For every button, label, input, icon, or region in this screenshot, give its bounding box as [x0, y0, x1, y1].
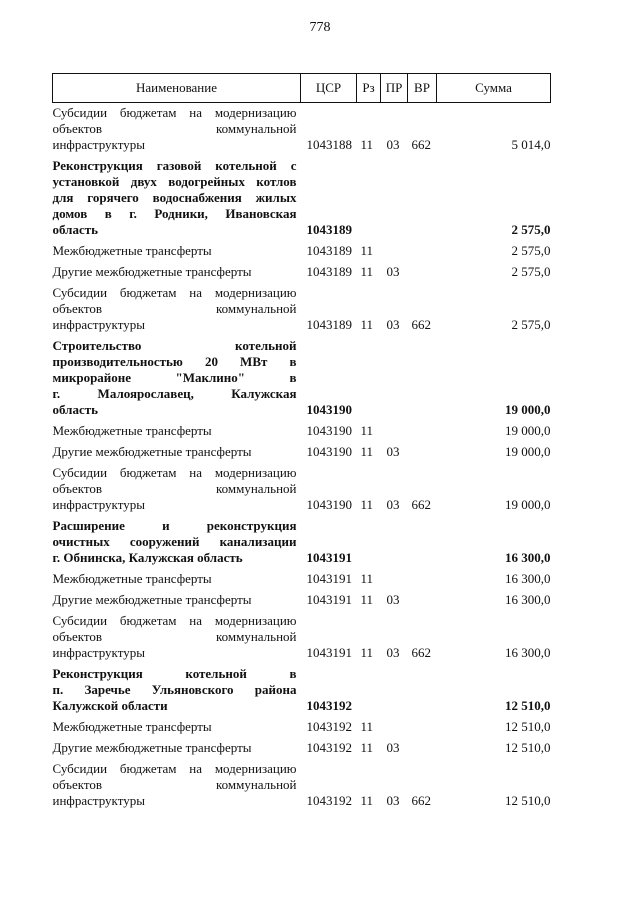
row-sum: 19 000,0 [505, 444, 551, 459]
row-csr: 1043192 [306, 719, 352, 734]
row-pr [381, 333, 408, 418]
row-name-line: объектов коммунальной [52, 629, 297, 644]
row-csr: 1043191 [306, 645, 352, 660]
row-name-line: инфраструктуры [52, 317, 145, 332]
page-number: 778 [309, 20, 331, 35]
row-csr: 1043191 [306, 571, 352, 586]
row-name [53, 513, 301, 566]
row-csr: 1043192 [306, 698, 352, 713]
row-name [53, 439, 301, 460]
row-name-line: Субсидии бюджетам на модернизацию [52, 105, 297, 120]
table-row [53, 418, 551, 439]
row-pr [381, 566, 408, 587]
row-sum: 12 510,0 [505, 793, 551, 808]
table-row-section [53, 661, 551, 714]
row-pr: 03 [386, 137, 400, 152]
row-sum: 2 575,0 [511, 222, 551, 237]
row-name [53, 566, 301, 587]
row-rz: 11 [360, 571, 374, 586]
row-sum: 2 575,0 [511, 317, 551, 332]
row-csr: 1043191 [306, 550, 352, 565]
row-rz: 11 [360, 740, 374, 755]
row-name-line: установкой двух водогрейных котлов [52, 174, 297, 189]
row-vr [408, 418, 437, 439]
row-csr: 1043191 [306, 592, 352, 607]
row-name [53, 714, 301, 735]
row-csr: 1043189 [306, 264, 352, 279]
row-name-line: инфраструктуры [52, 793, 145, 808]
row-vr [408, 587, 437, 608]
row-pr [381, 714, 408, 735]
table-row [53, 756, 551, 809]
row-name-line: домов в г. Родники, Ивановская [52, 206, 297, 221]
row-name [53, 333, 301, 418]
row-vr [408, 661, 437, 714]
row-name-line: объектов коммунальной [52, 481, 297, 496]
row-rz: 11 [360, 264, 374, 279]
row-vr: 662 [411, 497, 431, 512]
row-name-line: объектов коммунальной [52, 301, 297, 316]
row-name-line: для горячего водоснабжения жилых [52, 190, 297, 205]
row-vr: 662 [411, 317, 431, 332]
row-vr [408, 238, 437, 259]
row-name [53, 259, 301, 280]
table-row [53, 735, 551, 756]
row-pr: 03 [386, 793, 400, 808]
row-pr: 03 [386, 317, 400, 332]
table-row [53, 460, 551, 513]
row-rz [357, 153, 381, 238]
row-vr: 662 [411, 137, 431, 152]
header-csr: ЦСР [301, 74, 357, 103]
table-body [53, 103, 551, 810]
row-name [53, 418, 301, 439]
row-csr: 1043190 [306, 402, 352, 417]
row-name-line: производительностью 20 МВт в [52, 354, 297, 369]
row-name [53, 735, 301, 756]
row-name [53, 587, 301, 608]
row-rz: 11 [360, 243, 374, 258]
row-rz [357, 513, 381, 566]
row-name-line: Межбюджетные трансферты [52, 719, 212, 734]
table-row-section [53, 513, 551, 566]
row-name-line: п. Заречье Ульяновского района [52, 682, 297, 697]
row-csr: 1043190 [306, 444, 352, 459]
row-pr [381, 238, 408, 259]
row-pr: 03 [386, 497, 400, 512]
header-name: Наименование [53, 74, 301, 103]
row-sum: 19 000,0 [505, 423, 551, 438]
row-name-line: Строительство котельной [52, 338, 297, 353]
row-vr: 662 [411, 793, 431, 808]
row-sum: 16 300,0 [505, 550, 551, 565]
header-sum: Сумма [437, 74, 551, 103]
row-name-line: инфраструктуры [52, 137, 145, 152]
row-name-line: Другие межбюджетные трансферты [52, 592, 252, 607]
row-rz [357, 333, 381, 418]
row-vr [408, 153, 437, 238]
row-csr: 1043188 [306, 137, 352, 152]
row-sum: 12 510,0 [505, 719, 551, 734]
row-name-line: Калужской области [52, 698, 168, 713]
table-row [53, 439, 551, 460]
table-row-section [53, 153, 551, 238]
row-name [53, 756, 301, 809]
row-name-line: микрорайоне "Маклино" в [52, 370, 297, 385]
row-name-line: объектов коммунальной [52, 121, 297, 136]
row-sum: 16 300,0 [505, 645, 551, 660]
row-rz: 11 [360, 497, 374, 512]
table-row [53, 714, 551, 735]
row-name-line: Реконструкция котельной в [52, 666, 297, 681]
row-sum: 16 300,0 [505, 571, 551, 586]
header-rz: Рз [357, 74, 381, 103]
row-vr [408, 259, 437, 280]
row-name [53, 280, 301, 333]
table-row [53, 259, 551, 280]
row-rz: 11 [360, 317, 374, 332]
row-csr: 1043189 [306, 317, 352, 332]
row-name-line: Реконструкция газовой котельной с [52, 158, 297, 173]
row-name-line: Другие межбюджетные трансферты [52, 444, 252, 459]
row-csr: 1043192 [306, 793, 352, 808]
row-csr: 1043189 [306, 243, 352, 258]
row-rz: 11 [360, 592, 374, 607]
row-name-line: область [52, 222, 98, 237]
table-header [53, 74, 551, 103]
table-row-section [53, 333, 551, 418]
row-pr [381, 513, 408, 566]
row-name [53, 608, 301, 661]
row-rz: 11 [360, 423, 374, 438]
row-name-line: Другие межбюджетные трансферты [52, 740, 252, 755]
row-name [53, 103, 301, 154]
row-name-line: г. Малоярославец, Калужская [52, 386, 297, 401]
header-vr: ВР [408, 74, 437, 103]
row-rz: 11 [360, 719, 374, 734]
row-rz: 11 [360, 137, 374, 152]
row-vr [408, 566, 437, 587]
row-csr: 1043190 [306, 423, 352, 438]
row-pr [381, 661, 408, 714]
row-sum: 2 575,0 [511, 264, 551, 279]
row-sum: 5 014,0 [511, 137, 551, 152]
row-pr: 03 [386, 444, 400, 459]
row-sum: 19 000,0 [505, 402, 551, 417]
row-vr [408, 333, 437, 418]
header-pr: ПР [381, 74, 408, 103]
row-name-line: очистных сооружений канализации [52, 534, 297, 549]
row-name-line: Расширение и реконструкция [52, 518, 297, 533]
row-name-line: Субсидии бюджетам на модернизацию [52, 613, 297, 628]
row-sum: 19 000,0 [505, 497, 551, 512]
budget-table [52, 73, 551, 809]
row-pr: 03 [386, 645, 400, 660]
row-name-line: Межбюджетные трансферты [52, 423, 212, 438]
row-vr [408, 735, 437, 756]
row-sum: 2 575,0 [511, 243, 551, 258]
row-vr [408, 714, 437, 735]
table-row [53, 587, 551, 608]
row-name-line: область [52, 402, 98, 417]
row-name-line: Субсидии бюджетам на модернизацию [52, 761, 297, 776]
row-name-line: Субсидии бюджетам на модернизацию [52, 285, 297, 300]
row-name-line: инфраструктуры [52, 497, 145, 512]
row-pr [381, 418, 408, 439]
row-pr [381, 153, 408, 238]
row-rz: 11 [360, 444, 374, 459]
row-rz [357, 661, 381, 714]
row-name [53, 661, 301, 714]
row-name-line: г. Обнинска, Калужская область [52, 550, 243, 565]
row-sum: 12 510,0 [505, 698, 551, 713]
table-row [53, 280, 551, 333]
budget-table-container [52, 73, 550, 809]
row-csr: 1043192 [306, 740, 352, 755]
row-name [53, 153, 301, 238]
row-name [53, 238, 301, 259]
row-rz: 11 [360, 793, 374, 808]
row-name-line: инфраструктуры [52, 645, 145, 660]
row-pr: 03 [386, 592, 400, 607]
row-sum: 16 300,0 [505, 592, 551, 607]
table-row [53, 566, 551, 587]
row-name-line: Межбюджетные трансферты [52, 571, 212, 586]
row-vr [408, 513, 437, 566]
table-row [53, 103, 551, 154]
row-name-line: объектов коммунальной [52, 777, 297, 792]
row-pr: 03 [386, 740, 400, 755]
row-vr: 662 [411, 645, 431, 660]
row-rz: 11 [360, 645, 374, 660]
row-csr: 1043189 [306, 222, 352, 237]
row-csr: 1043190 [306, 497, 352, 512]
row-name-line: Другие межбюджетные трансферты [52, 264, 252, 279]
table-row [53, 238, 551, 259]
row-sum: 12 510,0 [505, 740, 551, 755]
row-pr: 03 [386, 264, 400, 279]
table-row [53, 608, 551, 661]
row-name [53, 460, 301, 513]
row-vr [408, 439, 437, 460]
row-name-line: Субсидии бюджетам на модернизацию [52, 465, 297, 480]
row-name-line: Межбюджетные трансферты [52, 243, 212, 258]
